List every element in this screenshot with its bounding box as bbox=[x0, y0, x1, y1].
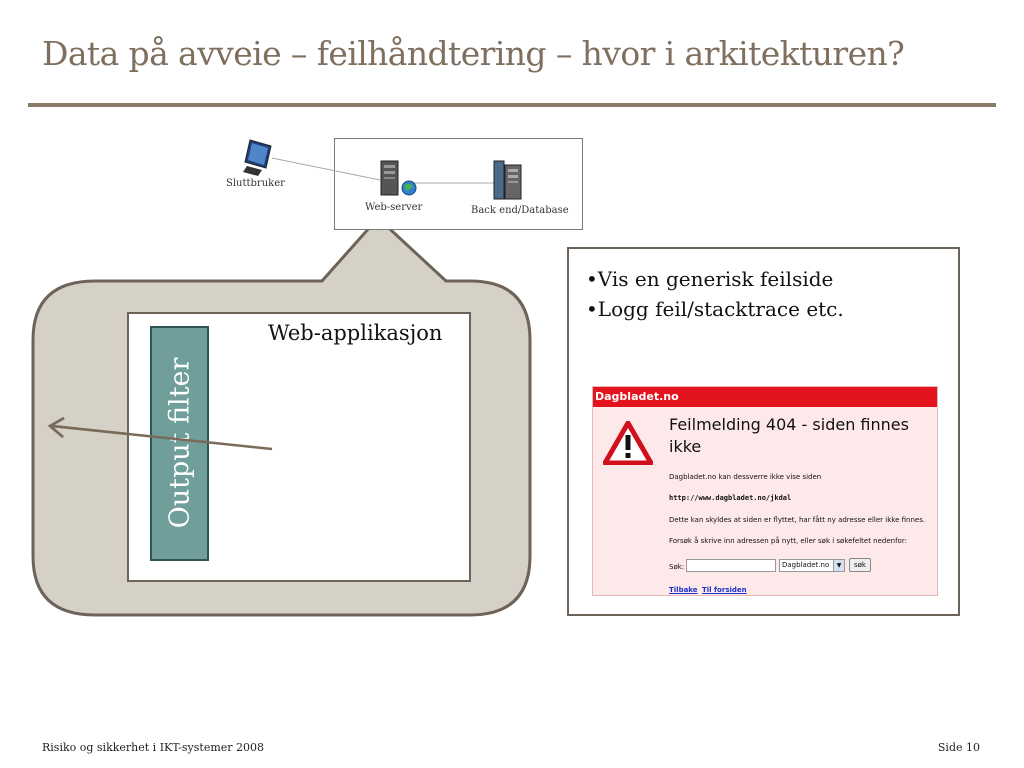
web-application-label: Web-applikasjon bbox=[268, 321, 443, 345]
search-label: Søk: bbox=[669, 563, 685, 571]
recommendation-list bbox=[586, 264, 844, 324]
error-page-screenshot bbox=[592, 386, 938, 596]
recommendation-item: •Logg feil/stacktrace etc. bbox=[586, 297, 844, 321]
output-filter-label: Output filter bbox=[164, 357, 196, 529]
site-brand: Dagbladet.no bbox=[595, 390, 679, 403]
search-button[interactable]: søk bbox=[849, 558, 871, 572]
warning-triangle-icon bbox=[603, 421, 653, 465]
footer-page-number: Side 10 bbox=[937, 741, 980, 754]
home-link[interactable]: Til forsiden bbox=[702, 586, 747, 594]
recommendation-item: •Vis en generisk feilside bbox=[586, 267, 834, 291]
error-line-1: Dagbladet.no kan dessverre ikke vise siden bbox=[669, 473, 822, 481]
chevron-down-icon: ▼ bbox=[833, 560, 844, 571]
error-line-3: Forsøk å skrive inn adressen på nytt, eller søk i søkefeltet nedenfor: bbox=[669, 537, 907, 545]
back-link[interactable]: Tilbake bbox=[669, 586, 698, 594]
site-header-bar bbox=[593, 387, 937, 407]
slide-title: Data på avveie – feilhåndtering – hvor i arkitekturen? bbox=[42, 34, 905, 73]
footer-course: Risiko og sikkerhet i IKT-systemer 2008 bbox=[42, 741, 265, 754]
site-select[interactable] bbox=[779, 559, 845, 572]
error-headline: Feilmelding 404 - siden finnes ikke bbox=[669, 415, 909, 456]
webserver-label: Web-server bbox=[365, 202, 423, 213]
client-label: Sluttbruker bbox=[226, 178, 285, 189]
error-url: http://www.dagbladet.no/jkdal bbox=[669, 494, 792, 502]
search-input[interactable] bbox=[686, 559, 776, 572]
backend-label: Back end/Database bbox=[471, 205, 569, 216]
site-select-value: Dagbladet.no bbox=[782, 561, 830, 569]
output-arrow-overlay-line bbox=[52, 426, 272, 449]
error-line-2: Dette kan skyldes at siden er flyttet, har fått ny adresse eller ikke finnes. bbox=[669, 516, 926, 524]
